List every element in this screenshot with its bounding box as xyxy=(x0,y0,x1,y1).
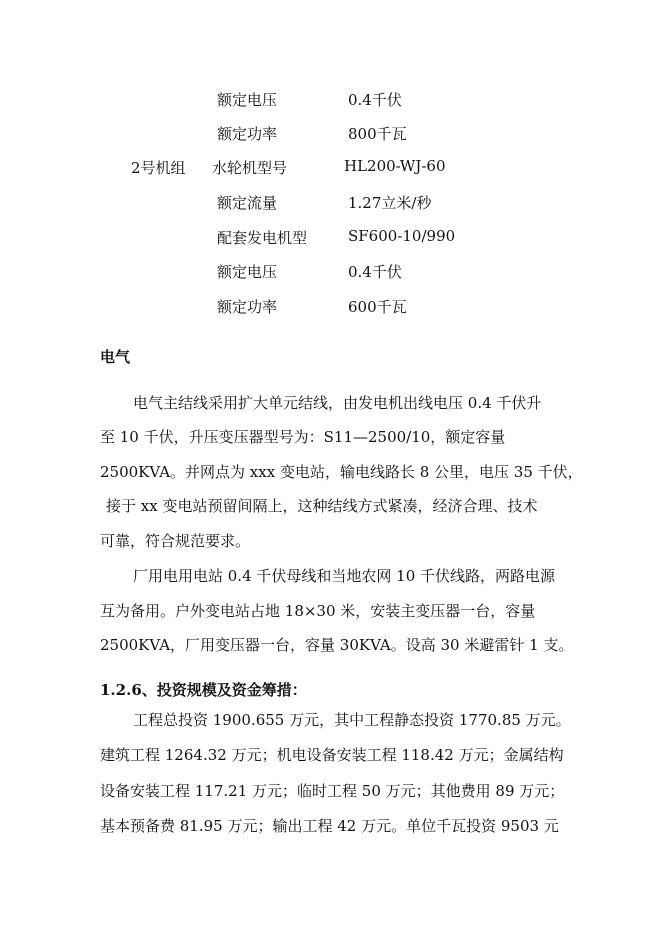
spec-value-rated-flow: 1.27立米/秒 xyxy=(348,194,432,212)
invest-line2: 建筑工程 1264.32 万元；机电设备安装工程 118.42 万元；金属结构 xyxy=(100,746,564,764)
spec-value-rated-power-1: 800千瓦 xyxy=(348,125,407,143)
spec-label-rated-voltage-1: 额定电压 xyxy=(217,91,278,109)
para2-line1: 厂用电用电站 0.4 千伏母线和当地农网 10 千伏线路，两路电源 xyxy=(133,567,556,585)
spec-label-rated-flow: 额定流量 xyxy=(217,194,278,212)
spec-value-rated-voltage-1: 0.4千伏 xyxy=(348,91,402,109)
unit2-group-label: 2号机组 xyxy=(131,159,186,177)
spec-value-generator-model: SF600-10/990 xyxy=(348,227,456,245)
para1-line2: 至 10 千伏，升压变压器型号为：S11—2500/10，额定容量 xyxy=(100,428,506,446)
para1-line5: 可靠，符合规范要求。 xyxy=(100,532,251,550)
spec-value-rated-power-2: 600千瓦 xyxy=(348,298,407,316)
invest-line4: 基本预备费 81.95 万元；输出工程 42 万元。单位千瓦投资 9503 元 xyxy=(100,817,559,835)
para1-line1: 电气主结线采用扩大单元结线，由发电机出线电压 0.4 千伏升 xyxy=(133,394,542,412)
para2-line2: 互为备用。户外变电站占地 18×30 米，安装主变压器一台，容量 xyxy=(100,602,536,620)
section-heading-investment: 1.2.6、投资规模及资金筹措： xyxy=(100,681,307,699)
spec-label-rated-power-2: 额定功率 xyxy=(217,298,278,316)
section-heading-electrical: 电气 xyxy=(100,348,131,366)
para2-line3: 2500KVA，厂用变压器一台，容量 30KVA。设高 30 米避雷针 1 支。 xyxy=(100,636,574,654)
spec-label-rated-voltage-2: 额定电压 xyxy=(217,263,278,281)
invest-line1: 工程总投资 1900.655 万元，其中工程静态投资 1770.85 万元。 xyxy=(133,711,571,729)
spec-label-rated-power-1: 额定功率 xyxy=(217,125,278,143)
spec-value-turbine-model: HL200-WJ-60 xyxy=(344,157,446,175)
spec-label-turbine-model: 水轮机型号 xyxy=(212,159,288,177)
spec-value-rated-voltage-2: 0.4千伏 xyxy=(348,263,402,281)
para1-line4: 接于 xx 变电站预留间隔上，这种结线方式紧凑，经济合理、技术 xyxy=(106,497,538,515)
invest-line3: 设备安装工程 117.21 万元；临时工程 50 万元；其他费用 89 万元； xyxy=(100,782,565,800)
para1-line3: 2500KVA。并网点为 xxx 变电站，输电线路长 8 公里，电压 35 千伏， xyxy=(100,463,583,481)
spec-label-generator-model: 配套发电机型 xyxy=(217,229,308,247)
